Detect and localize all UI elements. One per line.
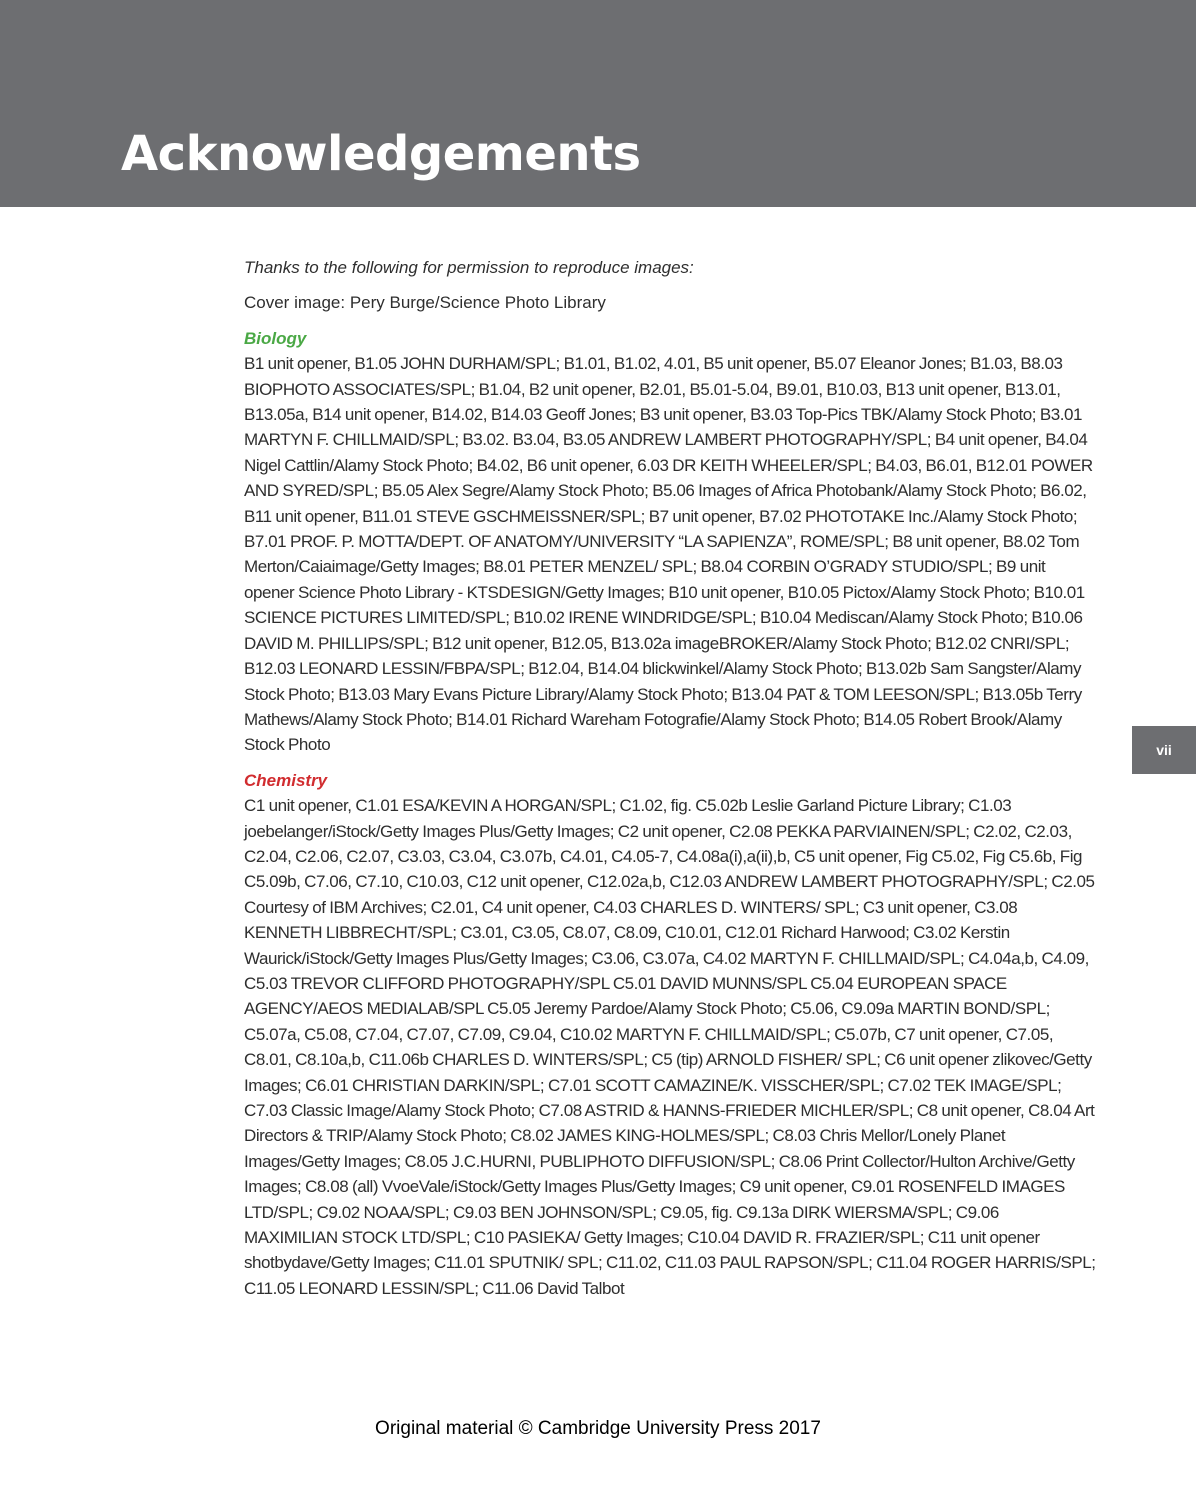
page-number-tab — [1132, 726, 1196, 774]
chemistry-section — [244, 768, 1096, 1302]
biology-heading: Biology — [244, 328, 307, 348]
biology-section — [244, 326, 1096, 758]
acknowledgements-content — [244, 255, 1096, 1311]
biology-credits: B1 unit opener, B1.05 JOHN DURHAM/SPL; B1.01, B1.02, 4.01, B5 unit opener, B5.07 Eleanor Jones; B1.03, B8.03 BIOPHOTO ASSOCIATES/SPL; B1.04, B2 unit opener, B2.01, B5.01-5.04, B9.01, B10.03, B13 unit opener, B13.01, B13.05a, B14 unit opener, B14.02, B14.03 Geoff Jones; B3 unit opener, B3.03 Top-Pics TBK/Alamy Stock Photo; B3.01 MARTYN F. CHILLMAID/SPL; B3.02. B3.04, B3.05 ANDREW LAMBERT PHOTOGRAPHY/SPL; B4 unit opener, B4.04 Nigel Cattlin/Alamy Stock Photo; B4.02, B6 unit opener, 6.03 DR KEITH WHEELER/SPL; B4.03, B6.01, B12.01 POWER AND SYRED/SPL; B5.05 Alex Segre/Alamy Stock Photo; B5.06 Images of Africa Photobank/Alamy Stock Photo; B6.02, B11 unit opener, B11.01 STEVE GSCHMEISSNER/SPL; B7 unit opener, B7.02 PHOTOTAKE Inc./Alamy Stock Photo; B7.01 PROF. P. MOTTA/DEPT. OF ANATOMY/UNIVERSITY “LA SAPIENZA”, ROME/SPL; B8 unit opener, B8.02 Tom Merton/Caiaimage/Getty Images; B8.01 PETER MENZEL/ SPL; B8.04 CORBIN O’GRADY STUDIO/SPL; B9 unit opener Science Photo Library - KTSDESIGN/Getty Images; B10 unit opener, B10.05 Pictox/Alamy Stock Photo; B10.01 SCIENCE PICTURES LIMITED/SPL; B10.02 IRENE WINDRIDGE/SPL; B10.04 Mediscan/Alamy Stock Photo; B10.06 DAVID M. PHILLIPS/SPL; B12 unit opener, B12.05, B13.02a imageBROKER/Alamy Stock Photo; B12.02 CNRI/SPL; B12.03 LEONARD LESSIN/FBPA/SPL; B12.04, B14.04 blickwinkel/Alamy Stock Photo; B13.02b Sam Sangster/Alamy Stock Photo; B13.03 Mary Evans Picture Library/Alamy Stock Photo; B13.04 PAT & TOM LEESON/SPL; B13.05b Terry Mathews/Alamy Stock Photo; B14.01 Richard Wareham Fotografie/Alamy Stock Photo; B14.05 Robert Brook/Alamy Stock Photo — [244, 354, 1093, 755]
cover-credit: Cover image: Pery Burge/Science Photo Library — [244, 293, 606, 313]
page-number: vii — [1156, 742, 1172, 758]
copyright-footer: Original material © Cambridge University Press 2017 — [375, 1418, 821, 1439]
chemistry-heading: Chemistry — [244, 770, 328, 790]
page-title: Acknowledgements — [121, 126, 641, 182]
header-band — [0, 0, 1196, 207]
intro-text: Thanks to the following for permission to reproduce images: — [244, 258, 694, 277]
chemistry-credits: C1 unit opener, C1.01 ESA/KEVIN A HORGAN/SPL; C1.02, fig. C5.02b Leslie Garland Picture Library; C1.03 joebelanger/iStock/Getty Images Plus/Getty Images; C2 unit opener, C2.08 PEKKA PARVIAINEN/SPL; C2.02, C2.03, C2.04, C2.06, C2.07, C3.03, C3.04, C3.07b, C4.01, C4.05-7, C4.08a(i),a(ii),b, C5 unit opener, Fig C5.02, Fig C5.6b, Fig C5.09b, C7.06, C7.10, C10.03, C12 unit opener, C12.02a,b, C12.03 ANDREW LAMBERT PHOTOGRAPHY/SPL; C2.05 Courtesy of IBM Archives; C2.01, C4 unit opener, C4.03 CHARLES D. WINTERS/ SPL; C3 unit opener, C3.08 KENNETH LIBBRECHT/SPL; C3.01, C3.05, C8.07, C8.09, C10.01, C12.01 Richard Harwood; C3.02 Kerstin Waurick/iStock/Getty Images Plus/Getty Images; C3.06, C3.07a, C4.02 MARTYN F. CHILLMAID/SPL; C4.04a,b, C4.09, C5.03 TREVOR CLIFFORD PHOTOGRAPHY/SPL C5.01 DAVID MUNNS/SPL C5.04 EUROPEAN SPACE AGENCY/AEOS MEDIALAB/SPL C5.05 Jeremy Pardoe/Alamy Stock Photo; C5.06, C9.09a MARTIN BOND/SPL; C5.07a, C5.08, C7.04, C7.07, C7.09, C9.04, C10.02 MARTYN F. CHILLMAID/SPL; C5.07b, C7 unit opener, C7.05, C8.01, C8.10a,b, C11.06b CHARLES D. WINTERS/SPL; C5 (tip) ARNOLD FISHER/ SPL; C6 unit opener zlikovec/Getty Images; C6.01 CHRISTIAN DARKIN/SPL; C7.01 SCOTT CAMAZINE/K. VISSCHER/SPL; C7.02 TEK IMAGE/SPL; C7.03 Classic Image/Alamy Stock Photo; C7.08 ASTRID & HANNS-FRIEDER MICHLER/SPL; C8 unit opener, C8.04 Art Directors & TRIP/Alamy Stock Photo; C8.02 JAMES KING-HOLMES/SPL; C8.03 Chris Mellor/Lonely Planet Images/Getty Images; C8.05 J.C.HURNI, PUBLIPHOTO DIFFUSION/SPL; C8.06 Print Collector/Hulton Archive/Getty Images; C8.08 (all) VvoeVale/iStock/Getty Images Plus/Getty Images; C9 unit opener, C9.01 ROSENFELD IMAGES LTD/SPL; C9.02 NOAA/SPL; C9.03 BEN JOHNSON/SPL; C9.05, fig. C9.13a DIRK WIERSMA/SPL; C9.06 MAXIMILIAN STOCK LTD/SPL; C10 PASIEKA/ Getty Images; C10.04 DAVID R. FRAZIER/SPL; C11 unit opener shotbydave/Getty Images; C11.01 SPUTNIK/ SPL; C11.02, C11.03 PAUL RAPSON/SPL; C11.04 ROGER HARRIS/SPL; C11.05 LEONARD LESSIN/SPL; C11.06 David Talbot — [244, 796, 1096, 1298]
